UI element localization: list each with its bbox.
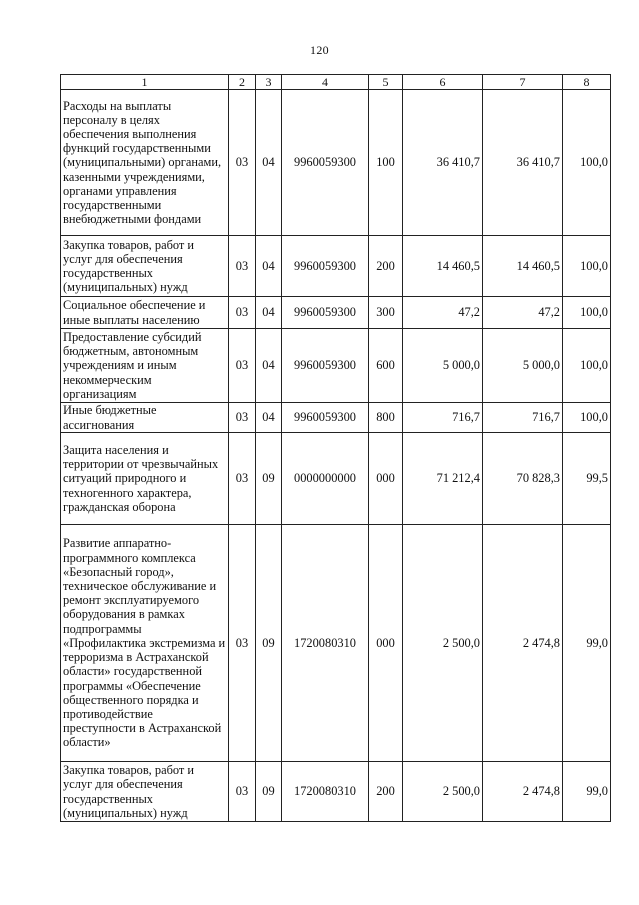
cell-expense-type: 200 [369,236,403,297]
cell-subsection: 04 [256,403,282,433]
cell-percent: 100,0 [563,403,611,433]
cell-expense-type: 000 [369,525,403,762]
cell-expense-type: 200 [369,762,403,822]
cell-section: 03 [229,297,256,329]
cell-target-code: 9960059300 [282,403,369,433]
row-name: Социальное обеспечение и иные выплаты населению [61,297,229,329]
cell-target-code: 9960059300 [282,329,369,403]
row-name: Закупка товаров, работ и услуг для обеспечения государственных (муниципальных) нужд [61,236,229,297]
cell-target-code: 9960059300 [282,90,369,236]
cell-section: 03 [229,762,256,822]
cell-executed: 2 474,8 [483,762,563,822]
cell-planned: 5 000,0 [403,329,483,403]
cell-executed: 70 828,3 [483,433,563,525]
cell-subsection: 04 [256,90,282,236]
cell-planned: 14 460,5 [403,236,483,297]
cell-section: 03 [229,525,256,762]
table-row [61,297,611,329]
row-name: Расходы на выплаты персоналу в целях обеспечения выполнения функций государственными (муниципальными) органами, казенными учреждениями, органами управления государственными внебюджетными фондами [61,90,229,236]
cell-section: 03 [229,403,256,433]
cell-percent: 100,0 [563,236,611,297]
cell-planned: 2 500,0 [403,762,483,822]
cell-section: 03 [229,329,256,403]
budget-table [60,74,611,822]
cell-expense-type: 300 [369,297,403,329]
cell-subsection: 04 [256,297,282,329]
cell-planned: 47,2 [403,297,483,329]
cell-section: 03 [229,90,256,236]
cell-executed: 14 460,5 [483,236,563,297]
cell-expense-type: 600 [369,329,403,403]
cell-percent: 100,0 [563,90,611,236]
header-cell: 7 [483,75,563,90]
table-row [61,525,611,762]
cell-expense-type: 800 [369,403,403,433]
header-cell: 5 [369,75,403,90]
cell-percent: 99,5 [563,433,611,525]
row-name: Предоставление субсидий бюджетным, автономным учреждениям и иным некоммерческим организациям [61,329,229,403]
cell-subsection: 09 [256,433,282,525]
header-cell: 3 [256,75,282,90]
cell-subsection: 09 [256,762,282,822]
cell-section: 03 [229,433,256,525]
cell-percent: 99,0 [563,525,611,762]
cell-executed: 2 474,8 [483,525,563,762]
table-row [61,762,611,822]
table-row [61,433,611,525]
cell-executed: 47,2 [483,297,563,329]
cell-section: 03 [229,236,256,297]
cell-planned: 71 212,4 [403,433,483,525]
cell-executed: 5 000,0 [483,329,563,403]
cell-target-code: 1720080310 [282,762,369,822]
row-name: Иные бюджетные ассигнования [61,403,229,433]
cell-percent: 100,0 [563,297,611,329]
cell-planned: 36 410,7 [403,90,483,236]
cell-expense-type: 100 [369,90,403,236]
header-cell: 2 [229,75,256,90]
cell-target-code: 9960059300 [282,297,369,329]
cell-target-code: 1720080310 [282,525,369,762]
row-name: Защита населения и территории от чрезвычайных ситуаций природного и техногенного характера, гражданская оборона [61,433,229,525]
row-name: Закупка товаров, работ и услуг для обеспечения государственных (муниципальных) нужд [61,762,229,822]
table-row [61,90,611,236]
row-name: Развитие аппаратно-программного комплекса «Безопасный город», техническое обслуживание и ремонт эксплуатируемого оборудования в рамках подпрограммы «Профилактика экстремизма и терроризма в Астраханской области» государственной программы «Обеспечение общественного порядка и противодействие преступности в Астраханской области» [61,525,229,762]
cell-executed: 36 410,7 [483,90,563,236]
header-cell: 4 [282,75,369,90]
header-cell: 8 [563,75,611,90]
table-row [61,236,611,297]
table-row [61,329,611,403]
cell-planned: 2 500,0 [403,525,483,762]
cell-percent: 99,0 [563,762,611,822]
cell-subsection: 09 [256,525,282,762]
page-number: 120 [310,43,329,57]
cell-target-code: 0000000000 [282,433,369,525]
cell-target-code: 9960059300 [282,236,369,297]
cell-planned: 716,7 [403,403,483,433]
cell-expense-type: 000 [369,433,403,525]
table-header-row [61,75,611,90]
table-row [61,403,611,433]
cell-percent: 100,0 [563,329,611,403]
header-cell: 6 [403,75,483,90]
cell-subsection: 04 [256,236,282,297]
header-cell: 1 [61,75,229,90]
cell-subsection: 04 [256,329,282,403]
cell-executed: 716,7 [483,403,563,433]
